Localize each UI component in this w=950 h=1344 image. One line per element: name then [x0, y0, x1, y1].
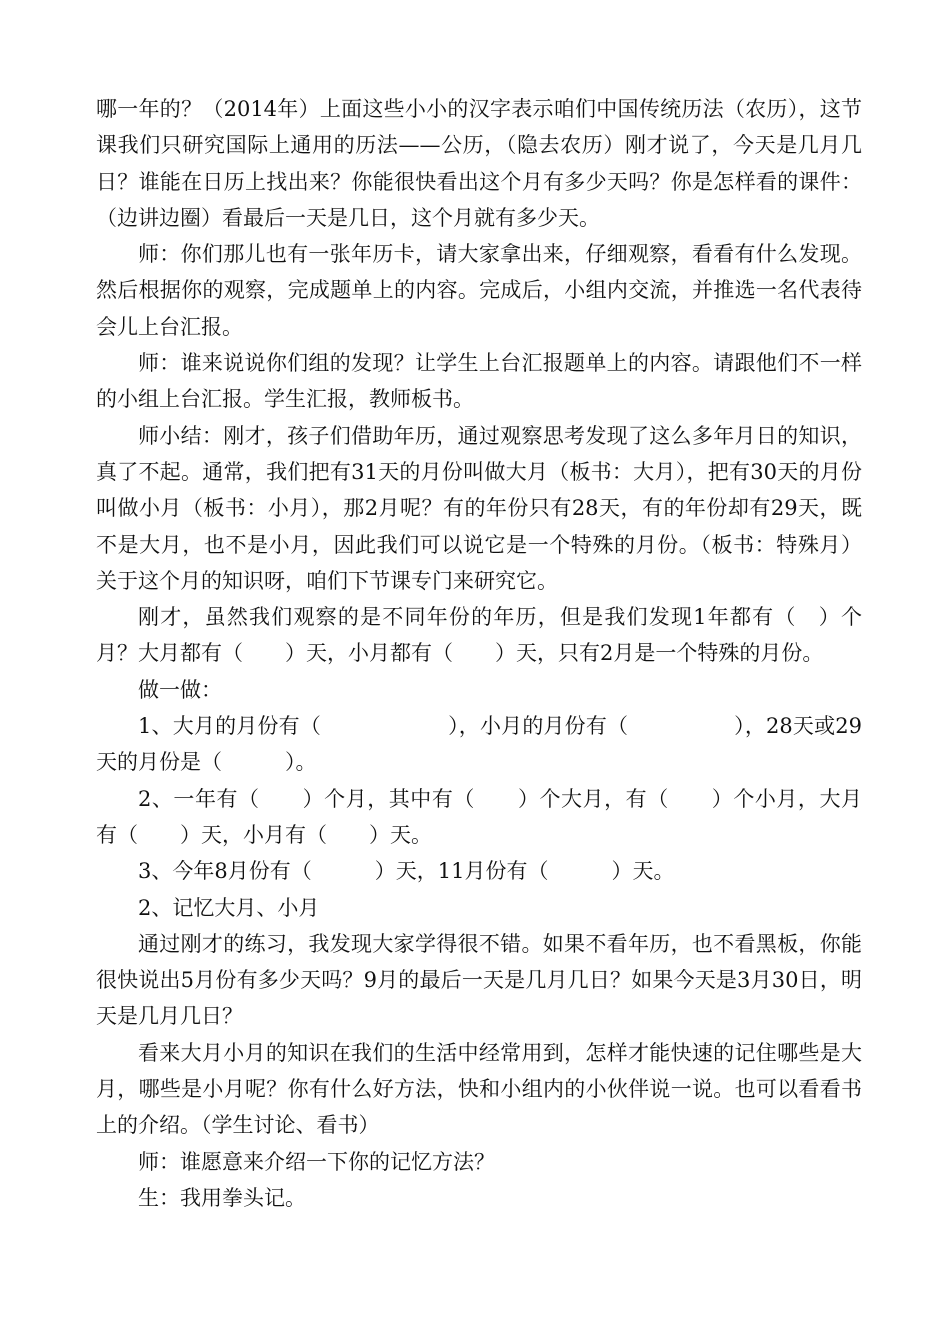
- paragraph-group-report: 师：谁来说说你们组的发现？让学生上台汇报题单上的内容。请跟他们不一样的小组上台汇报。学生汇报，教师板书。: [96, 351, 862, 412]
- paragraph-observe-calendar: 师：你们那儿也有一张年历卡，请大家拿出来，仔细观察，看看有什么发现。然后根据你的观察，完成题单上的内容。完成后，小组内交流，并推选一名代表待会儿上台汇报。: [96, 242, 862, 339]
- paragraph-exercise-1: 1、大月的月份有（ ），小月的月份有（ ），28天或29天的月份是（ ）。: [96, 714, 862, 775]
- document-page: [96, 91, 862, 1216]
- paragraph-exercise-heading: 做一做：: [138, 677, 222, 702]
- paragraph-student-answer: 生：我用拳头记。: [138, 1185, 306, 1210]
- paragraph-section-memory: 2、记忆大月、小月: [138, 895, 320, 920]
- paragraph-exercise-3: 3、今年8月份有（ ）天，11月份有（ ）天。: [138, 859, 675, 884]
- paragraph-intro: 哪一年的？（2014年）上面这些小小的汉字表示咱们中国传统历法（农历），这节课我们只研究国际上通用的历法——公历，（隐去农历）刚才说了，今天是几月几日？谁能在日历上找出来？你能很快看出这个月有多少天吗？你是怎样看的课件：（边讲边圈）看最后一天是几日，这个月就有多少天。: [96, 97, 862, 230]
- paragraph-fill-blanks: 刚才，虽然我们观察的是不同年份的年历，但是我们发现1年都有（ ）个月？大月都有（ ）天，小月都有（ ）天，只有2月是一个特殊的月份。: [96, 605, 862, 666]
- paragraph-exercise-2: 2、一年有（ ）个月，其中有（ ）个大月，有（ ）个小月，大月有（ ）天，小月有（ ）天。: [96, 786, 862, 847]
- paragraph-practice-questions: 通过刚才的练习，我发现大家学得很不错。如果不看年历，也不看黑板，你能很快说出5月份有多少天吗？9月的最后一天是几月几日？如果今天是3月30日，明天是几月几日？: [96, 931, 862, 1029]
- paragraph-teacher-summary: 师小结：刚才，孩子们借助年历，通过观察思考发现了这么多年月日的知识，真了不起。通常，我们把有31天的月份叫做大月（板书：大月），把有30天的月份叫做小月（板书：小月），那2月呢？有的年份只有28天，有的年份却有29天，既不是大月，也不是小月，因此我们可以说它是一个特殊的月份。（板书：特殊月）关于这个月的知识呀，咱们下节课专门来研究它。: [96, 423, 862, 593]
- paragraph-memory-methods: 看来大月小月的知识在我们的生活中经常用到，怎样才能快速的记住哪些是大月，哪些是小月呢？你有什么好方法，快和小组内的小伙伴说一说。也可以看看书上的介绍。（学生讨论、看书）: [96, 1040, 862, 1138]
- paragraph-teacher-question: 师：谁愿意来介绍一下你的记忆方法？: [138, 1149, 495, 1174]
